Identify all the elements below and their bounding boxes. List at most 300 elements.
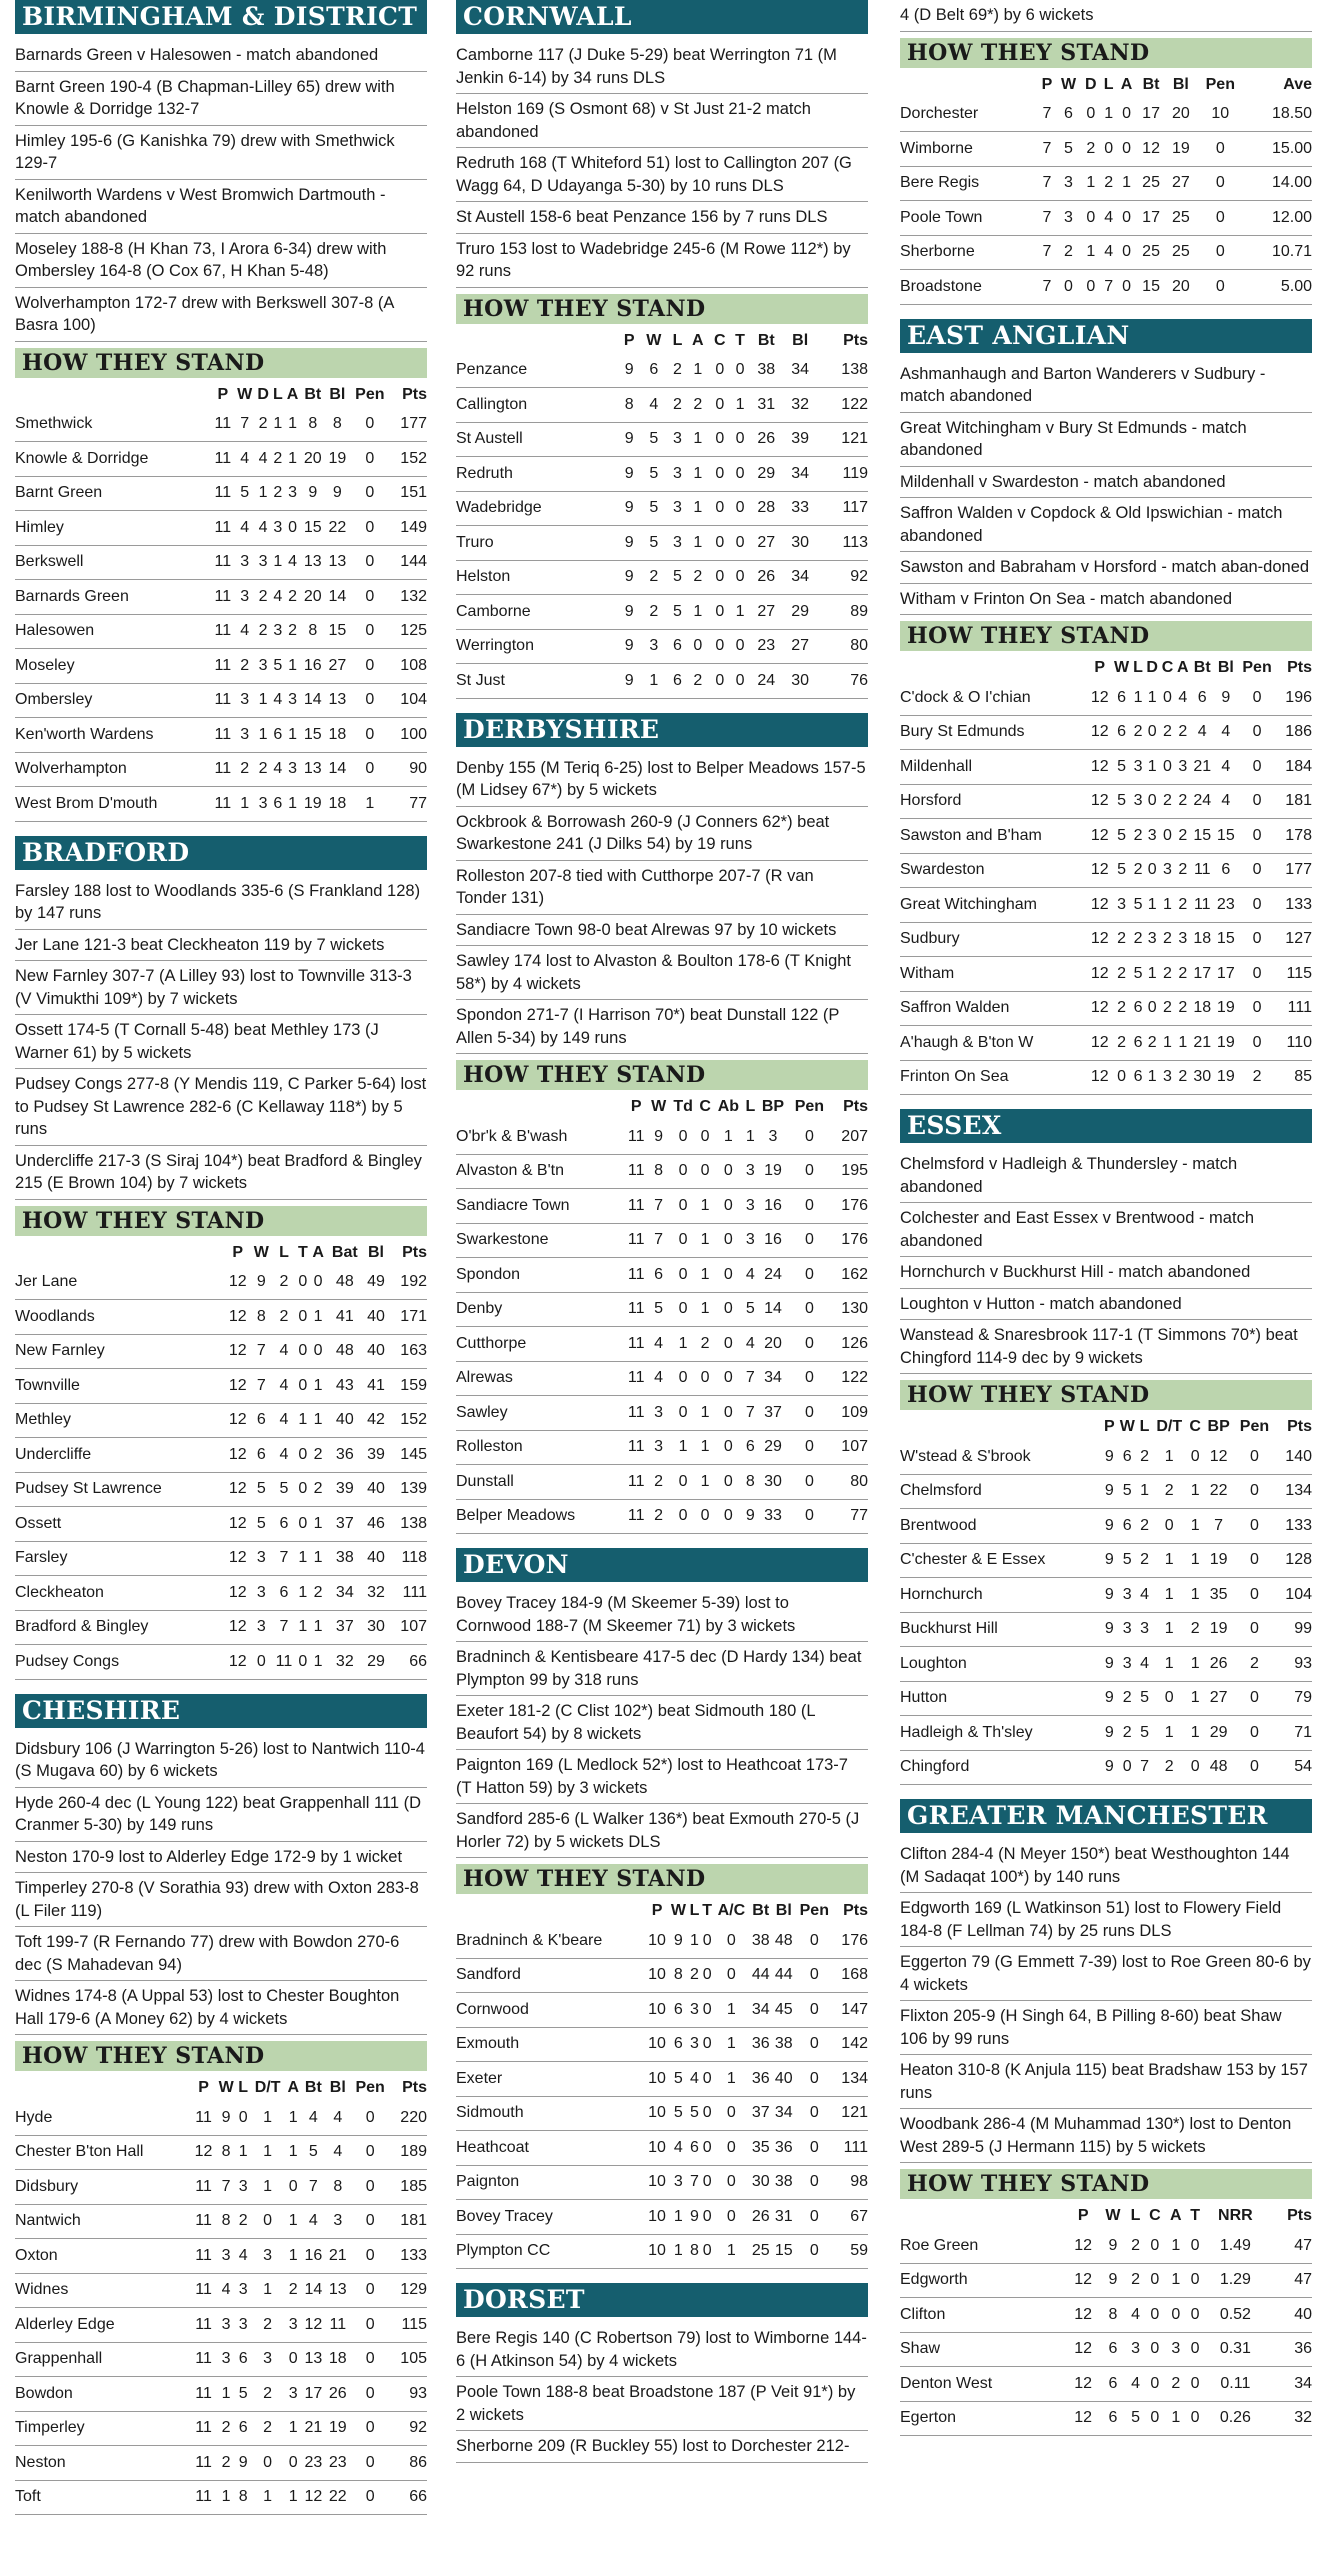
stat-cell: 30 [757, 1465, 788, 1500]
stat-cell: 4 [272, 1369, 296, 1404]
stat-cell: 6 [1132, 1026, 1145, 1061]
stat-cell: 26 [749, 422, 783, 457]
stat-cell: 3 [326, 2204, 350, 2239]
standings-row [15, 1576, 427, 1611]
stat-cell: 4 [272, 1438, 296, 1473]
stat-cell: 11 [624, 1430, 647, 1465]
stat-cell: 0 [1151, 1509, 1187, 1544]
stat-cell: 4 [1214, 784, 1238, 819]
stat-cell: 0 [285, 2170, 301, 2205]
match-result: Heaton 310-8 (K Anjula 115) beat Bradshaw 153 by 157 runs [900, 2055, 1312, 2109]
team-name: Wimborne [900, 132, 1038, 167]
match-result: Wolverhampton 172-7 drew with Berkswell 307-8 (A Basra 100) [15, 288, 427, 342]
stat-cell: 25 [1136, 235, 1166, 270]
stat-cell: 0 [1144, 2401, 1165, 2436]
stat-cell: 0 [713, 1361, 743, 1396]
stat-cell: 3 [1117, 1578, 1138, 1613]
stat-cell: 10 [646, 2165, 669, 2200]
stat-cell: 11 [191, 2446, 215, 2481]
stat-cell: 14 [757, 1292, 788, 1327]
stat-cell: 2 [1117, 1716, 1138, 1751]
stat-cell: 0 [1234, 1681, 1275, 1716]
stat-cell: 2 [216, 2446, 237, 2481]
stat-cell: 3 [285, 476, 301, 511]
stat-cell: 4 [234, 442, 255, 477]
stat-cell: 110 [1277, 1026, 1313, 1061]
stat-cell: 9 [619, 526, 639, 561]
stat-cell: 122 [830, 1361, 868, 1396]
match-result: Timperley 270-8 (V Sorathia 93) drew with Oxton 283-8 (L Filer 119) [15, 1873, 427, 1927]
stat-cell: 1 [697, 1258, 713, 1293]
stat-cell: 93 [390, 2377, 427, 2412]
standings-row [900, 1474, 1312, 1509]
stat-cell: 8 [250, 1300, 272, 1335]
stat-cell: 34 [783, 354, 817, 388]
stat-cell: 7 [743, 1396, 757, 1431]
stat-cell: 12 [1088, 957, 1112, 992]
stat-cell: 23 [326, 2446, 350, 2481]
stat-cell: 1 [255, 476, 271, 511]
stat-cell: 12 [225, 1403, 250, 1438]
stat-cell: 24 [749, 664, 783, 699]
stat-cell: 4 [648, 1361, 669, 1396]
stat-cell: 27 [325, 649, 350, 684]
stat-cell: 2 [1175, 819, 1190, 854]
stat-cell: 133 [390, 2239, 427, 2274]
column-1 [15, 0, 427, 2529]
stat-cell: 0 [236, 2101, 249, 2135]
stat-cell: 125 [390, 614, 427, 649]
stat-cell: 0.11 [1204, 2367, 1267, 2402]
stat-cell: 15 [301, 718, 326, 753]
standings-row [900, 166, 1312, 201]
column-header: Pen [799, 1902, 829, 1919]
stat-cell: 0 [1145, 853, 1160, 888]
stat-cell: 71 [1275, 1716, 1312, 1751]
stat-cell: 171 [389, 1300, 427, 1335]
team-name: Cornwood [456, 1993, 646, 2028]
stat-cell: 111 [389, 1576, 427, 1611]
team-name: Bovey Tracey [456, 2200, 646, 2235]
stat-cell: 4 [1214, 750, 1238, 785]
stat-cell: 2 [1127, 2263, 1145, 2298]
stat-cell: 0 [701, 2200, 714, 2235]
column-header: L [238, 2079, 249, 2096]
stat-cell: 16 [301, 2239, 325, 2274]
stat-cell: 1 [271, 545, 284, 580]
stat-cell: 13 [325, 683, 350, 718]
stat-cell: 3 [1132, 784, 1145, 819]
match-result: Loughton v Hutton - match abandoned [900, 1289, 1312, 1321]
stat-cell: 17 [1214, 957, 1238, 992]
column-header: Pen [794, 1098, 825, 1115]
stat-cell: 0 [1144, 2263, 1165, 2298]
team-name: Horsford [900, 784, 1088, 819]
stat-cell: 0 [669, 1499, 697, 1534]
stat-cell: 11 [191, 2101, 215, 2135]
stat-cell: 3 [271, 511, 284, 546]
stat-cell: 3 [255, 545, 271, 580]
stat-cell: 6 [1112, 681, 1132, 715]
stat-cell: 0 [713, 1396, 743, 1431]
team-name: Swarkestone [456, 1223, 624, 1258]
stat-cell: 59 [833, 2234, 868, 2269]
column-header: P [623, 331, 635, 349]
stat-cell: 0 [350, 2135, 390, 2170]
team-name: Hadleigh & Th'sley [900, 1716, 1102, 1751]
match-result: Neston 170-9 lost to Alderley Edge 172-9 by 1 wicket [15, 1842, 427, 1874]
stat-cell: 2 [688, 1958, 701, 1993]
stat-cell: 31 [772, 2200, 795, 2235]
stat-cell: 0 [350, 614, 390, 649]
section-title: DEVON [456, 1548, 868, 1582]
stat-cell: 1 [714, 2062, 750, 2097]
stat-cell: 80 [817, 629, 868, 664]
stat-cell: 3 [669, 2165, 689, 2200]
section-dorset [456, 2283, 868, 2463]
stat-cell: 5 [1112, 853, 1132, 888]
team-name: St Just [456, 664, 619, 699]
standings-row [900, 235, 1312, 270]
stat-cell: 15 [1136, 270, 1166, 305]
team-name: Ossett [15, 1507, 225, 1542]
column-header: L [279, 1243, 289, 1261]
column-header: P [232, 1243, 244, 1261]
stat-cell: 130 [830, 1292, 868, 1327]
team-name: Exmouth [456, 2027, 646, 2062]
stat-cell: 0 [795, 1924, 833, 1958]
stat-cell: 5 [1112, 819, 1132, 854]
stat-cell: 29 [1203, 1716, 1234, 1751]
stat-cell: 2 [310, 1576, 327, 1611]
stat-cell: 0 [1234, 1750, 1275, 1785]
stat-cell: 20 [1166, 270, 1196, 305]
stat-cell: 0 [669, 1465, 697, 1500]
team-name: Sandiacre Town [456, 1189, 624, 1224]
standings-row [900, 750, 1312, 785]
team-name: Exeter [456, 2062, 646, 2097]
stat-cell: 1 [1160, 1026, 1175, 1061]
stat-cell: 2 [1081, 132, 1100, 167]
stat-cell: 0 [1234, 1440, 1275, 1474]
standings-row [456, 560, 868, 595]
stat-cell: 5 [1138, 1716, 1152, 1751]
stat-cell: 4 [639, 388, 668, 423]
stat-cell: 0 [713, 1465, 743, 1500]
stat-cell: 4 [216, 2273, 237, 2308]
stat-cell: 108 [390, 649, 427, 684]
stat-cell: 4 [255, 511, 271, 546]
standings-row [900, 784, 1312, 819]
stat-cell: 0 [1081, 201, 1100, 236]
stat-cell: 12 [1088, 715, 1112, 750]
stat-cell: 1 [1145, 750, 1160, 785]
stat-cell: 11 [624, 1292, 647, 1327]
stat-cell: 162 [830, 1258, 868, 1293]
stat-cell: 0 [795, 2234, 833, 2269]
match-result: Ashmanhaugh and Barton Wanderers v Sudbury - match abandoned [900, 359, 1312, 413]
standings-row [456, 388, 868, 423]
standings-row [900, 98, 1312, 132]
stat-cell: 0 [701, 1924, 714, 1958]
stat-cell: 15 [1214, 819, 1238, 854]
stat-cell: 9 [1102, 1543, 1117, 1578]
stat-cell: 3 [250, 1576, 272, 1611]
stat-cell: 3 [250, 2342, 285, 2377]
team-name: Sawley [456, 1396, 624, 1431]
stat-cell: 1 [1160, 888, 1175, 923]
stat-cell: 0 [713, 1258, 743, 1293]
stat-cell: 176 [833, 1924, 868, 1958]
stat-cell: 12 [1136, 132, 1166, 167]
stat-cell: 126 [830, 1327, 868, 1362]
stat-cell: 127 [1277, 922, 1313, 957]
stat-cell: 3 [1160, 1060, 1175, 1095]
stat-cell: 11 [191, 2377, 215, 2412]
stat-cell: 10 [646, 2027, 669, 2062]
stat-cell: 1 [216, 2377, 237, 2412]
stat-cell: 1 [714, 1993, 750, 2028]
stat-cell: 0 [795, 2165, 833, 2200]
stat-cell: 3 [250, 1541, 272, 1576]
stat-cell: 11 [191, 2308, 215, 2343]
standings-header-row [900, 655, 1312, 681]
stat-cell: 195 [830, 1154, 868, 1189]
stat-cell: 12 [225, 1541, 250, 1576]
stat-cell: 9 [619, 629, 639, 664]
stat-cell: 0 [795, 2200, 833, 2235]
standings-row [456, 1258, 868, 1293]
stat-cell: 0 [795, 2096, 833, 2131]
stat-cell: 5 [1138, 1681, 1152, 1716]
standings-row [900, 715, 1312, 750]
stat-cell: 11 [1190, 888, 1214, 923]
stat-cell: 0 [296, 1369, 310, 1404]
team-name: Sawston and B'ham [900, 819, 1088, 854]
column-header: Pen [355, 385, 385, 403]
match-result: St Austell 158-6 beat Penzance 156 by 7 runs DLS [456, 202, 868, 234]
team-name: Alderley Edge [15, 2308, 191, 2343]
stat-cell: 1 [310, 1507, 327, 1542]
stat-cell: 8 [216, 2135, 237, 2170]
stat-cell: 66 [389, 1645, 427, 1680]
stat-cell: 36 [1267, 2332, 1312, 2367]
stat-cell: 1 [697, 1465, 713, 1500]
section-title: GREATER MANCHESTER [900, 1799, 1312, 1833]
stat-cell: 0 [250, 1645, 272, 1680]
column-header [900, 72, 1038, 98]
standings-row [456, 1120, 868, 1154]
stat-cell: 4 [236, 2239, 249, 2274]
stat-cell: 1 [687, 354, 709, 388]
standings-row [900, 1509, 1312, 1544]
stat-cell: 42 [363, 1403, 388, 1438]
team-name: Ken'worth Wardens [15, 718, 211, 753]
stat-cell: 0 [1145, 991, 1160, 1026]
column-header: W [1114, 659, 1130, 676]
stat-cell: 0 [350, 2446, 390, 2481]
standings-row [15, 580, 427, 615]
column-header: D/T [254, 2079, 281, 2096]
stat-cell: 118 [389, 1541, 427, 1576]
team-name: Toft [15, 2480, 191, 2515]
stat-cell: 3 [668, 422, 687, 457]
stat-cell: 1 [669, 1327, 697, 1362]
column-header: A [1120, 75, 1133, 93]
stat-cell: 11 [211, 476, 234, 511]
standings-row [15, 1403, 427, 1438]
stat-cell: 4 [1127, 2298, 1145, 2333]
stat-cell: 4 [648, 1327, 669, 1362]
stat-cell: 12 [1088, 888, 1112, 923]
stat-cell: 47 [1267, 2229, 1312, 2263]
section-essex [900, 1109, 1312, 1785]
stat-cell: 145 [389, 1438, 427, 1473]
column-header: Bl [368, 1243, 384, 1261]
team-name: Wolverhampton [15, 752, 211, 787]
stat-cell: 0 [713, 1223, 743, 1258]
standings-row [900, 1612, 1312, 1647]
stat-cell: 10 [646, 2131, 669, 2166]
stat-cell: 20 [301, 442, 326, 477]
section-greater-manchester [900, 1799, 1312, 2436]
stat-cell: 3 [236, 2170, 249, 2205]
stat-cell: 5 [1132, 957, 1145, 992]
match-result: Sherborne 209 (R Buckley 55) lost to Dorchester 212- [456, 2431, 868, 2463]
section-birmingham-district [15, 0, 427, 822]
stat-cell: 29 [783, 595, 817, 630]
standings-table [900, 1414, 1312, 1785]
team-name: Chelmsford [900, 1474, 1102, 1509]
match-result: Helston 169 (S Osmont 68) v St Just 21-2 match abandoned [456, 94, 868, 148]
stat-cell: 0 [709, 422, 731, 457]
stat-cell: 11 [211, 718, 234, 753]
column-header: P [1104, 1418, 1115, 1435]
stat-cell: 12 [225, 1645, 250, 1680]
column-header: L [689, 1902, 700, 1919]
stat-cell: 2 [250, 2308, 285, 2343]
standings-title: HOW THEY STAND [456, 294, 868, 324]
column-header: Pen [355, 2079, 385, 2096]
stat-cell: 4 [301, 2101, 325, 2135]
match-result: Sawley 174 lost to Alvaston & Boulton 178-6 (T Knight 58*) by 4 wickets [456, 946, 868, 1000]
stat-cell: 1 [310, 1403, 327, 1438]
stat-cell: 3 [216, 2342, 237, 2377]
stat-cell: 7 [234, 408, 255, 442]
stat-cell: 1 [731, 595, 750, 630]
stat-cell: 67 [833, 2200, 868, 2235]
stat-cell: 5.00 [1245, 270, 1312, 305]
team-name: Edgworth [900, 2263, 1067, 2298]
stat-cell: 0 [350, 2239, 390, 2274]
stat-cell: 1 [714, 2027, 750, 2062]
stat-cell: 1 [285, 2411, 301, 2446]
stat-cell: 7 [648, 1223, 669, 1258]
stat-cell: 32 [783, 388, 817, 423]
stat-cell: 19 [326, 2411, 350, 2446]
standings-row [456, 1361, 868, 1396]
stat-cell: 7 [1138, 1750, 1152, 1785]
stat-cell: 134 [833, 2062, 868, 2097]
stat-cell: 18 [1190, 922, 1214, 957]
stat-cell: 9 [236, 2446, 249, 2481]
stat-cell: 7 [301, 2170, 325, 2205]
stat-cell: 0 [1117, 235, 1136, 270]
team-name: Belper Meadows [456, 1499, 624, 1534]
stat-cell: 19 [1214, 991, 1238, 1026]
stat-cell: 1 [713, 1120, 743, 1154]
stat-cell: 5 [1132, 888, 1145, 923]
stat-cell: 1 [639, 664, 668, 699]
stat-cell: 1 [688, 1924, 701, 1958]
match-result: Kenilworth Wardens v West Bromwich Dartmouth - match abandoned [15, 180, 427, 234]
standings-header-row [900, 72, 1312, 98]
team-name: Dunstall [456, 1465, 624, 1500]
stat-cell: 6 [1112, 715, 1132, 750]
standings-row [900, 1716, 1312, 1751]
stat-cell: 119 [817, 457, 868, 492]
standings-row [15, 2377, 427, 2412]
match-result: Rolleston 207-8 tied with Cutthorpe 207-7 (R van Tonder 131) [456, 861, 868, 915]
stat-cell: 37 [326, 1610, 363, 1645]
stat-cell: 2 [272, 1266, 296, 1300]
stat-cell: 0 [350, 476, 390, 511]
stat-cell: 3 [250, 1610, 272, 1645]
stat-cell: 121 [817, 422, 868, 457]
stat-cell: 5 [272, 1472, 296, 1507]
stat-cell: 12 [225, 1266, 250, 1300]
standings-row [15, 2101, 427, 2135]
stat-cell: 0 [1160, 681, 1175, 715]
stat-cell: 12 [1067, 2298, 1099, 2333]
stat-cell: 11 [211, 752, 234, 787]
column-header: Pts [402, 2079, 427, 2096]
stat-cell: 1.49 [1204, 2229, 1267, 2263]
stat-cell: 152 [389, 1403, 427, 1438]
stat-cell: 140 [1275, 1440, 1312, 1474]
stat-cell: 34 [783, 457, 817, 492]
stat-cell: 7 [250, 1334, 272, 1369]
stat-cell: 9 [619, 595, 639, 630]
stat-cell: 6 [271, 787, 284, 822]
section-bradford [15, 836, 427, 1680]
stat-cell: 1.29 [1204, 2263, 1267, 2298]
stat-cell: 19 [1203, 1543, 1234, 1578]
stat-cell: 0 [1234, 1509, 1275, 1544]
stat-cell: 29 [363, 1645, 388, 1680]
stat-cell: 3 [668, 457, 687, 492]
stat-cell: 1 [255, 718, 271, 753]
result-continuation: 4 (D Belt 69*) by 6 wickets [900, 0, 1312, 32]
team-name: Truro [456, 526, 619, 561]
standings-row [15, 1610, 427, 1645]
stat-cell: 7 [1038, 235, 1056, 270]
stat-cell: 1 [1151, 1440, 1187, 1474]
column-header: A [312, 1243, 324, 1261]
stat-cell: 27 [1203, 1681, 1234, 1716]
stat-cell: 1 [271, 408, 284, 442]
stat-cell: 1 [296, 1403, 310, 1438]
match-result: Pudsey Congs 277-8 (Y Mendis 119, C Parker 5-64) lost to Pudsey St Lawrence 282-6 (C Kellaway 118*) by 5 runs [15, 1069, 427, 1146]
stat-cell: 2 [1145, 1026, 1160, 1061]
stat-cell: 163 [389, 1334, 427, 1369]
stat-cell: 13 [301, 2342, 325, 2377]
stat-cell: 2 [1138, 1543, 1152, 1578]
stat-cell: 11 [191, 2480, 215, 2515]
stat-cell: 4 [326, 2135, 350, 2170]
stat-cell: 0 [669, 1258, 697, 1293]
standings-row [900, 1681, 1312, 1716]
